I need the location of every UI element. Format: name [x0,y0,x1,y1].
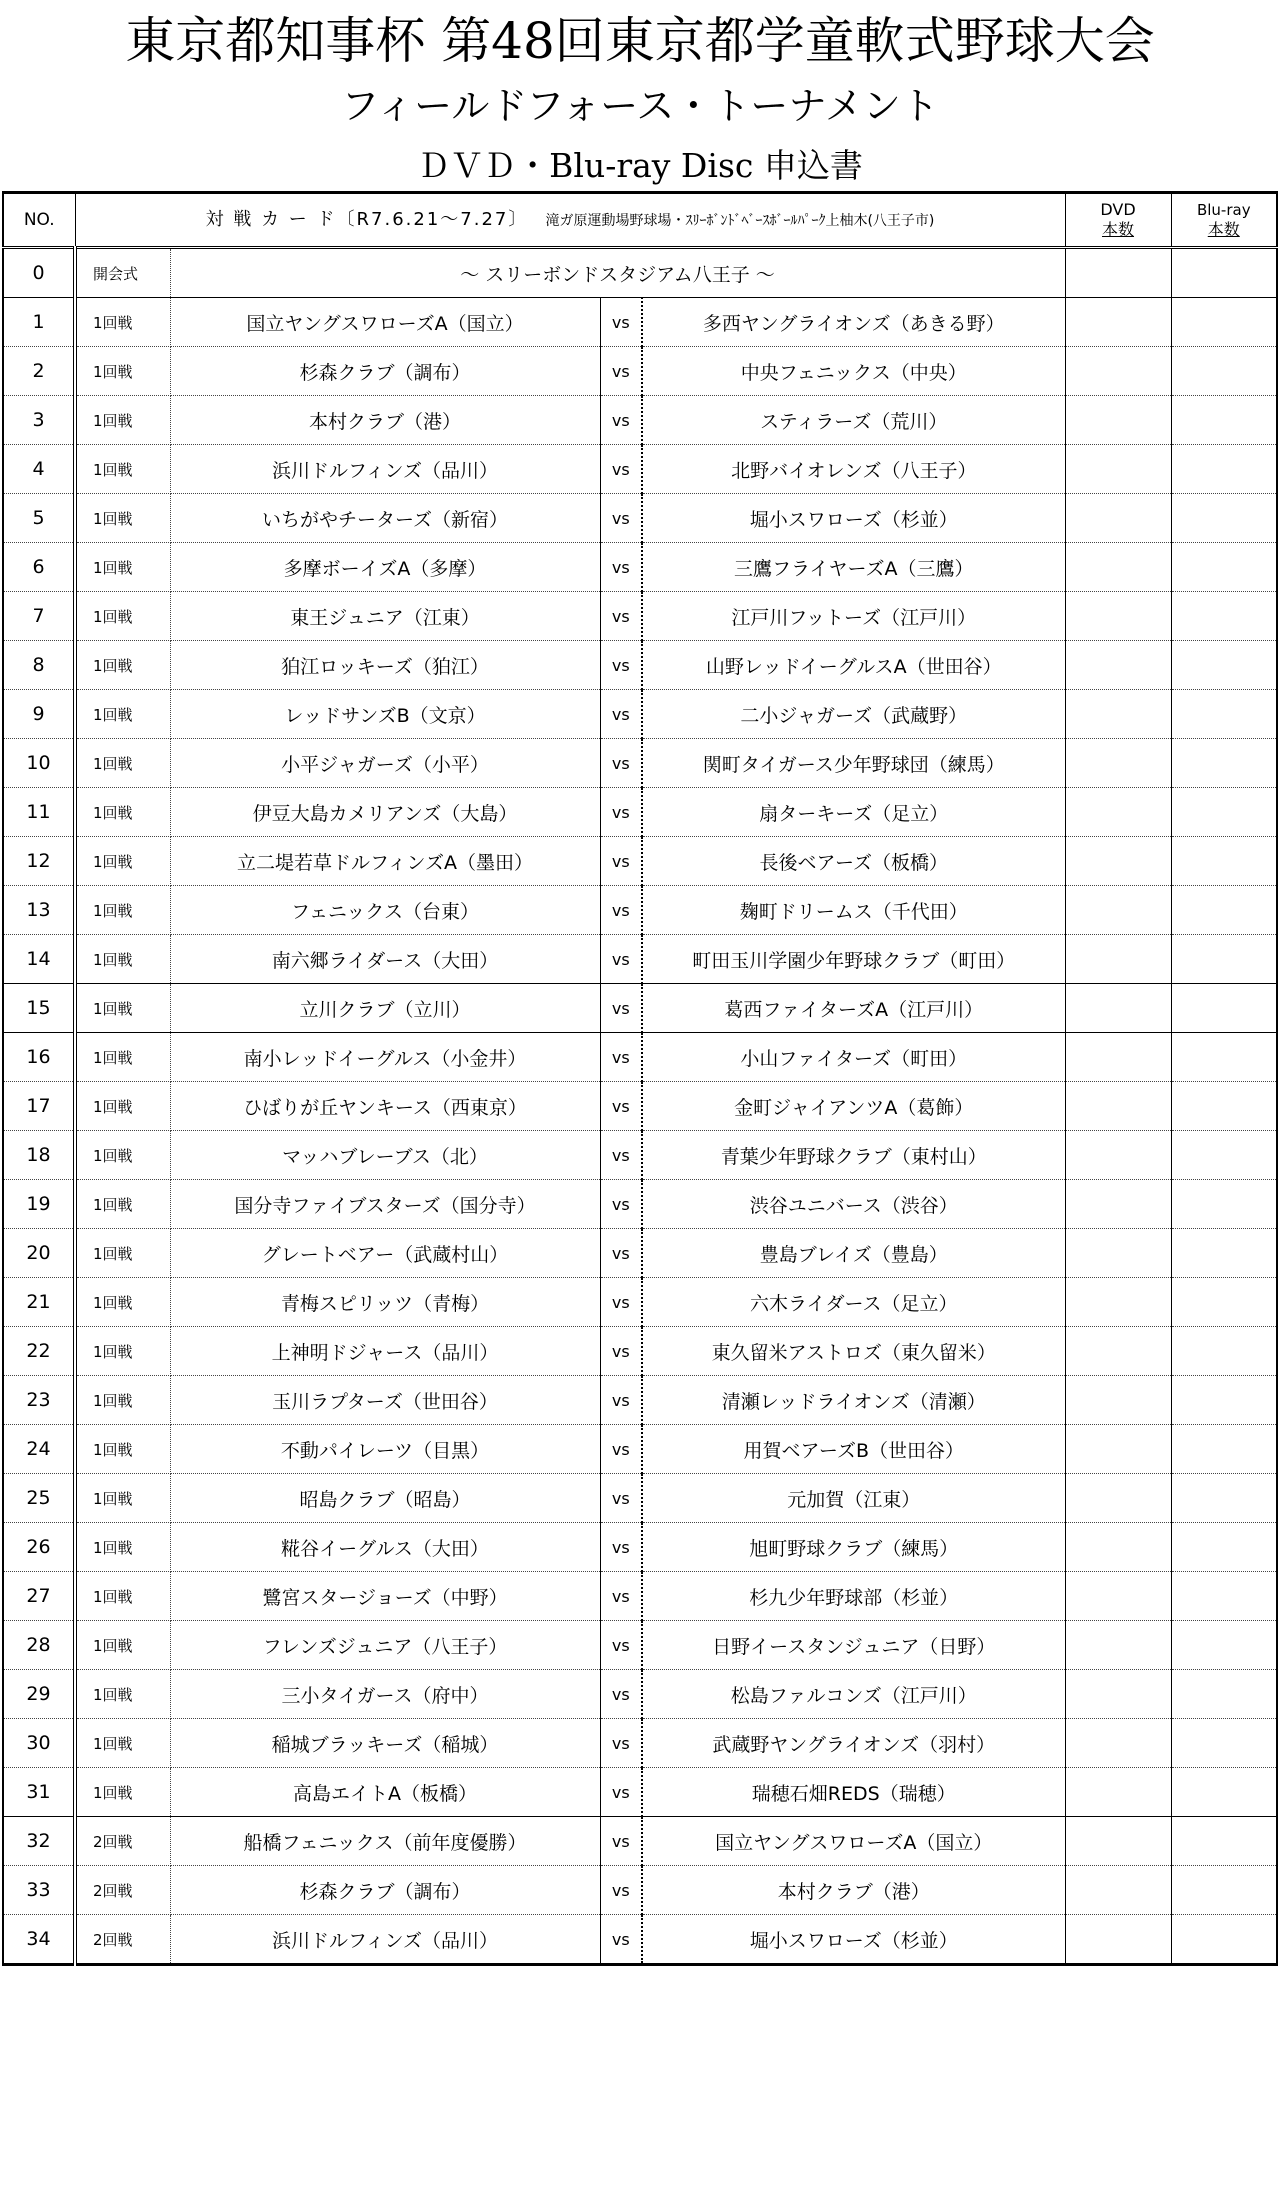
bluray-qty-cell[interactable] [1171,837,1277,886]
round-label: 1回戦 [75,494,170,543]
vs-label: vs [600,1768,642,1817]
vs-label: vs [600,1817,642,1866]
dvd-qty-cell[interactable] [1065,494,1171,543]
bluray-qty-cell[interactable] [1171,1131,1277,1180]
dvd-qty-cell[interactable] [1065,935,1171,984]
round-label: 1回戦 [75,298,170,347]
home-team: マッハブレーブス（北） [170,1131,600,1180]
match-row [3,592,1277,641]
dvd-qty-cell[interactable] [1065,739,1171,788]
home-team: 稲城ブラッキーズ（稲城） [170,1719,600,1768]
row-number: 22 [3,1327,75,1376]
match-row [3,739,1277,788]
home-team: 昭島クラブ（昭島） [170,1474,600,1523]
dvd-qty-cell[interactable] [1065,1866,1171,1915]
vs-label: vs [600,1180,642,1229]
round-label: 1回戦 [75,1033,170,1082]
away-team: 扇ターキーズ（足立） [642,788,1065,837]
row-number: 14 [3,935,75,984]
row-number: 29 [3,1670,75,1719]
dvd-qty-cell[interactable] [1065,788,1171,837]
round-label: 1回戦 [75,1180,170,1229]
away-team: 関町タイガース少年野球団（練馬） [642,739,1065,788]
bluray-qty-cell[interactable] [1171,445,1277,494]
vs-label: vs [600,837,642,886]
row-number: 3 [3,396,75,445]
round-label: 1回戦 [75,739,170,788]
vs-label: vs [600,1523,642,1572]
bluray-qty-cell[interactable] [1171,347,1277,396]
away-team: 武蔵野ヤングライオンズ（羽村） [642,1719,1065,1768]
bluray-qty-cell[interactable] [1171,739,1277,788]
bluray-qty-cell[interactable] [1171,1572,1277,1621]
vs-label: vs [600,592,642,641]
vs-label: vs [600,1719,642,1768]
dvd-qty-cell[interactable] [1065,837,1171,886]
bluray-qty-cell[interactable] [1171,886,1277,935]
match-row [3,886,1277,935]
order-table [2,191,1278,1966]
home-team: 糀谷イーグルス（大田） [170,1523,600,1572]
match-row [3,494,1277,543]
vs-label: vs [600,1572,642,1621]
vs-label: vs [600,445,642,494]
dvd-qty-cell[interactable] [1065,1082,1171,1131]
away-team: 三鷹フライヤーズA（三鷹） [642,543,1065,592]
vs-label: vs [600,690,642,739]
away-team: 中央フェニックス（中央） [642,347,1065,396]
home-team: 杉森クラブ（調布） [170,1866,600,1915]
home-team: 国分寺ファイブスターズ（国分寺） [170,1180,600,1229]
match-row [3,347,1277,396]
dvd-qty-cell[interactable] [1065,1229,1171,1278]
match-row [3,1131,1277,1180]
round-label: 1回戦 [75,886,170,935]
match-row [3,298,1277,347]
match-row [3,1229,1277,1278]
home-team: いちがやチーターズ（新宿） [170,494,600,543]
home-team: 浜川ドルフィンズ（品川） [170,445,600,494]
dvd-qty-cell[interactable] [1065,1768,1171,1817]
match-row [3,641,1277,690]
row-number: 5 [3,494,75,543]
round-label: 1回戦 [75,984,170,1033]
row-number: 16 [3,1033,75,1082]
header-match-card [75,193,1065,248]
away-team: 豊島ブレイズ（豊島） [642,1229,1065,1278]
dvd-qty-cell[interactable] [1065,1131,1171,1180]
bluray-qty-cell[interactable] [1171,1866,1277,1915]
away-team: 葛西ファイターズA（江戸川） [642,984,1065,1033]
bluray-qty-cell[interactable] [1171,1670,1277,1719]
home-team: レッドサンズB（文京） [170,690,600,739]
dvd-qty-cell[interactable] [1065,886,1171,935]
match-row [3,1474,1277,1523]
home-team: 本村クラブ（港） [170,396,600,445]
home-team: 国立ヤングスワローズA（国立） [170,298,600,347]
bluray-qty-cell[interactable] [1171,543,1277,592]
header-venue-label: 滝ガ原運動場野球場・ｽﾘｰﾎﾞﾝﾄﾞﾍﾞｰｽﾎﾞｰﾙﾊﾟｰｸ上柚木(八王子市) [545,212,935,229]
match-row [3,690,1277,739]
round-label: 1回戦 [75,935,170,984]
bluray-qty-cell[interactable] [1171,788,1277,837]
dvd-qty-cell[interactable] [1065,641,1171,690]
dvd-qty-cell[interactable] [1065,1278,1171,1327]
away-team: 日野イースタンジュニア（日野） [642,1621,1065,1670]
vs-label: vs [600,1425,642,1474]
away-team: 杉九少年野球部（杉並） [642,1572,1065,1621]
vs-label: vs [600,739,642,788]
vs-label: vs [600,1621,642,1670]
match-row [3,1425,1277,1474]
vs-label: vs [600,1278,642,1327]
away-team: 清瀬レッドライオンズ（清瀬） [642,1376,1065,1425]
dvd-qty-cell[interactable] [1065,396,1171,445]
row-number: 17 [3,1082,75,1131]
row-number: 1 [3,298,75,347]
row-number: 2 [3,347,75,396]
home-team: 伊豆大島カメリアンズ（大島） [170,788,600,837]
away-team: 堀小スワローズ（杉並） [642,1915,1065,1965]
bluray-qty-cell[interactable] [1171,1376,1277,1425]
match-row [3,1719,1277,1768]
dvd-qty-cell[interactable] [1065,1670,1171,1719]
home-team: 鷺宮スタージョーズ（中野） [170,1572,600,1621]
match-row [3,1572,1277,1621]
row-number: 26 [3,1523,75,1572]
vs-label: vs [600,788,642,837]
bluray-qty-cell[interactable] [1171,1033,1277,1082]
row-number: 24 [3,1425,75,1474]
match-row [3,984,1277,1033]
away-team: 本村クラブ（港） [642,1866,1065,1915]
header-bluray: Blu-ray 本数 [1171,193,1277,248]
vs-label: vs [600,1474,642,1523]
row-number: 20 [3,1229,75,1278]
match-row [3,837,1277,886]
table-body [3,248,1277,1965]
row-number: 28 [3,1621,75,1670]
vs-label: vs [600,1131,642,1180]
match-row [3,935,1277,984]
dvd-qty-cell[interactable] [1065,248,1171,298]
bluray-qty-cell[interactable] [1171,1278,1277,1327]
away-team: 国立ヤングスワローズA（国立） [642,1817,1065,1866]
home-team: 狛江ロッキーズ（狛江） [170,641,600,690]
bluray-qty-cell[interactable] [1171,1180,1277,1229]
row-number: 25 [3,1474,75,1523]
match-row [3,1376,1277,1425]
home-team: フェニックス（台東） [170,886,600,935]
bluray-qty-cell[interactable] [1171,248,1277,298]
away-team: 六木ライダース（足立） [642,1278,1065,1327]
dvd-qty-cell[interactable] [1065,1621,1171,1670]
round-label: 1回戦 [75,641,170,690]
ceremony-venue: ～ スリーボンドスタジアム八王子 ～ [170,248,1065,298]
header-card-label: 対 戦 カ ー ド〔R7.6.21～7.27〕 [205,208,529,230]
home-team: 青梅スピリッツ（青梅） [170,1278,600,1327]
bluray-qty-cell[interactable] [1171,1425,1277,1474]
away-team: 堀小スワローズ（杉並） [642,494,1065,543]
row-number: 8 [3,641,75,690]
row-number: 31 [3,1768,75,1817]
round-label: 1回戦 [75,837,170,886]
round-label: 1回戦 [75,445,170,494]
row-number: 23 [3,1376,75,1425]
bluray-qty-cell[interactable] [1171,396,1277,445]
match-row [3,1817,1277,1866]
round-label: 1回戦 [75,1327,170,1376]
round-label: 1回戦 [75,1278,170,1327]
match-row [3,1278,1277,1327]
bluray-qty-cell[interactable] [1171,1474,1277,1523]
dvd-qty-cell[interactable] [1065,1572,1171,1621]
vs-label: vs [600,1327,642,1376]
away-team: 瑞穂石畑REDS（瑞穂） [642,1768,1065,1817]
away-team: 山野レッドイーグルスA（世田谷） [642,641,1065,690]
dvd-qty-cell[interactable] [1065,1033,1171,1082]
round-label: 1回戦 [75,1131,170,1180]
away-team: 町田玉川学園少年野球クラブ（町田） [642,935,1065,984]
round-label: 1回戦 [75,347,170,396]
row-number: 7 [3,592,75,641]
header-no: NO. [3,193,75,248]
match-row [3,1523,1277,1572]
row-number: 10 [3,739,75,788]
round-label: 1回戦 [75,1523,170,1572]
home-team: 不動パイレーツ（目黒） [170,1425,600,1474]
bluray-qty-cell[interactable] [1171,1327,1277,1376]
round-label: 1回戦 [75,1082,170,1131]
vs-label: vs [600,641,642,690]
bluray-qty-cell[interactable] [1171,1719,1277,1768]
match-row [3,1670,1277,1719]
dvd-qty-cell[interactable] [1065,445,1171,494]
away-team: 青葉少年野球クラブ（東村山） [642,1131,1065,1180]
row-number: 30 [3,1719,75,1768]
home-team: 上神明ドジャース（品川） [170,1327,600,1376]
dvd-qty-cell[interactable] [1065,1915,1171,1965]
dvd-qty-cell[interactable] [1065,347,1171,396]
dvd-qty-cell[interactable] [1065,690,1171,739]
vs-label: vs [600,494,642,543]
bluray-qty-cell[interactable] [1171,1768,1277,1817]
away-team: 北野バイオレンズ（八王子） [642,445,1065,494]
vs-label: vs [600,984,642,1033]
home-team: 南六郷ライダース（大田） [170,935,600,984]
row-number: 12 [3,837,75,886]
row-number: 11 [3,788,75,837]
bluray-qty-cell[interactable] [1171,592,1277,641]
round-label: 1回戦 [75,1376,170,1425]
round-label: 2回戦 [75,1817,170,1866]
dvd-qty-cell[interactable] [1065,984,1171,1033]
bluray-qty-cell[interactable] [1171,298,1277,347]
dvd-qty-cell[interactable] [1065,1376,1171,1425]
vs-label: vs [600,886,642,935]
home-team: 玉川ラプターズ（世田谷） [170,1376,600,1425]
row-number: 13 [3,886,75,935]
vs-label: vs [600,347,642,396]
round-label: 1回戦 [75,1719,170,1768]
row-number: 4 [3,445,75,494]
home-team: 三小タイガース（府中） [170,1670,600,1719]
vs-label: vs [600,1229,642,1278]
round-label: 1回戦 [75,1425,170,1474]
match-row [3,543,1277,592]
table-header [3,193,1277,248]
home-team: ひばりが丘ヤンキース（西東京） [170,1082,600,1131]
match-row [3,396,1277,445]
round-label: 1回戦 [75,1670,170,1719]
away-team: 小山ファイターズ（町田） [642,1033,1065,1082]
round-label: 1回戦 [75,690,170,739]
round-label: 1回戦 [75,788,170,837]
match-row [3,1915,1277,1965]
match-row [3,1327,1277,1376]
round-label: 1回戦 [75,592,170,641]
row-number: 6 [3,543,75,592]
row-number: 32 [3,1817,75,1866]
row-number: 0 [3,248,75,298]
home-team: 南小レッドイーグルス（小金井） [170,1033,600,1082]
bluray-qty-cell[interactable] [1171,935,1277,984]
row-number: 27 [3,1572,75,1621]
round-label: 2回戦 [75,1915,170,1965]
round-label: 1回戦 [75,1768,170,1817]
dvd-qty-cell[interactable] [1065,1180,1171,1229]
form-title: ＤＶＤ・Blu-ray Disc 申込書 [417,146,863,185]
bluray-qty-cell[interactable] [1171,984,1277,1033]
dvd-qty-cell[interactable] [1065,543,1171,592]
bluray-qty-cell[interactable] [1171,1817,1277,1866]
home-team: 立川クラブ（立川） [170,984,600,1033]
round-label: 1回戦 [75,543,170,592]
away-team: 元加賀（江東） [642,1474,1065,1523]
match-row [3,1768,1277,1817]
away-team: 多西ヤングライオンズ（あきる野） [642,298,1065,347]
home-team: 高島エイトA（板橋） [170,1768,600,1817]
home-team: グレートベアー（武蔵村山） [170,1229,600,1278]
vs-label: vs [600,1082,642,1131]
round-label: 2回戦 [75,1866,170,1915]
dvd-qty-cell[interactable] [1065,1327,1171,1376]
vs-label: vs [600,543,642,592]
row-number: 33 [3,1866,75,1915]
match-row [3,445,1277,494]
header-dvd: DVD 本数 [1065,193,1171,248]
dvd-qty-cell[interactable] [1065,1817,1171,1866]
home-team: 浜川ドルフィンズ（品川） [170,1915,600,1965]
home-team: 立二堤若草ドルフィンズA（墨田） [170,837,600,886]
home-team: 小平ジャガーズ（小平） [170,739,600,788]
ceremony-row [3,248,1277,298]
bluray-qty-cell[interactable] [1171,1082,1277,1131]
home-team: フレンズジュニア（八王子） [170,1621,600,1670]
vs-label: vs [600,1670,642,1719]
bluray-qty-cell[interactable] [1171,1229,1277,1278]
home-team: 船橋フェニックス（前年度優勝） [170,1817,600,1866]
away-team: 旭町野球クラブ（練馬） [642,1523,1065,1572]
home-team: 東王ジュニア（江東） [170,592,600,641]
round-label: 1回戦 [75,396,170,445]
away-team: スティラーズ（荒川） [642,396,1065,445]
match-row [3,788,1277,837]
bluray-qty-cell[interactable] [1171,641,1277,690]
round-label: 1回戦 [75,1474,170,1523]
away-team: 二小ジャガーズ（武蔵野） [642,690,1065,739]
away-team: 東久留米アストロズ（東久留米） [642,1327,1065,1376]
row-number: 21 [3,1278,75,1327]
away-team: 長後ベアーズ（板橋） [642,837,1065,886]
dvd-qty-cell[interactable] [1065,298,1171,347]
vs-label: vs [600,396,642,445]
bluray-qty-cell[interactable] [1171,1621,1277,1670]
round-label: 1回戦 [75,1621,170,1670]
dvd-qty-cell[interactable] [1065,1523,1171,1572]
bluray-qty-cell[interactable] [1171,1915,1277,1965]
away-team: 麹町ドリームス（千代田） [642,886,1065,935]
vs-label: vs [600,935,642,984]
home-team: 多摩ボーイズA（多摩） [170,543,600,592]
row-number: 18 [3,1131,75,1180]
round-label: 1回戦 [75,1229,170,1278]
match-row [3,1180,1277,1229]
away-team: 用賀ベアーズB（世田谷） [642,1425,1065,1474]
vs-label: vs [600,1866,642,1915]
tournament-subtitle: フィールドフォース・トーナメント [341,84,939,128]
bluray-qty-cell[interactable] [1171,690,1277,739]
round-label: 1回戦 [75,1572,170,1621]
vs-label: vs [600,298,642,347]
row-number: 9 [3,690,75,739]
row-number: 15 [3,984,75,1033]
away-team: 金町ジャイアンツA（葛飾） [642,1082,1065,1131]
away-team: 江戸川フットーズ（江戸川） [642,592,1065,641]
dvd-qty-cell[interactable] [1065,1719,1171,1768]
round-label: 開会式 [75,248,170,298]
bluray-qty-cell[interactable] [1171,494,1277,543]
dvd-qty-cell[interactable] [1065,1474,1171,1523]
row-number: 34 [3,1915,75,1965]
tournament-title: 東京都知事杯 第48回東京都学童軟式野球大会 [125,12,1155,70]
vs-label: vs [600,1033,642,1082]
vs-label: vs [600,1915,642,1965]
vs-label: vs [600,1376,642,1425]
match-row [3,1033,1277,1082]
row-number: 19 [3,1180,75,1229]
away-team: 渋谷ユニバース（渋谷） [642,1180,1065,1229]
dvd-qty-cell[interactable] [1065,592,1171,641]
bluray-qty-cell[interactable] [1171,1523,1277,1572]
dvd-qty-cell[interactable] [1065,1425,1171,1474]
match-row [3,1082,1277,1131]
match-row [3,1621,1277,1670]
away-team: 松島ファルコンズ（江戸川） [642,1670,1065,1719]
home-team: 杉森クラブ（調布） [170,347,600,396]
match-row [3,1866,1277,1915]
